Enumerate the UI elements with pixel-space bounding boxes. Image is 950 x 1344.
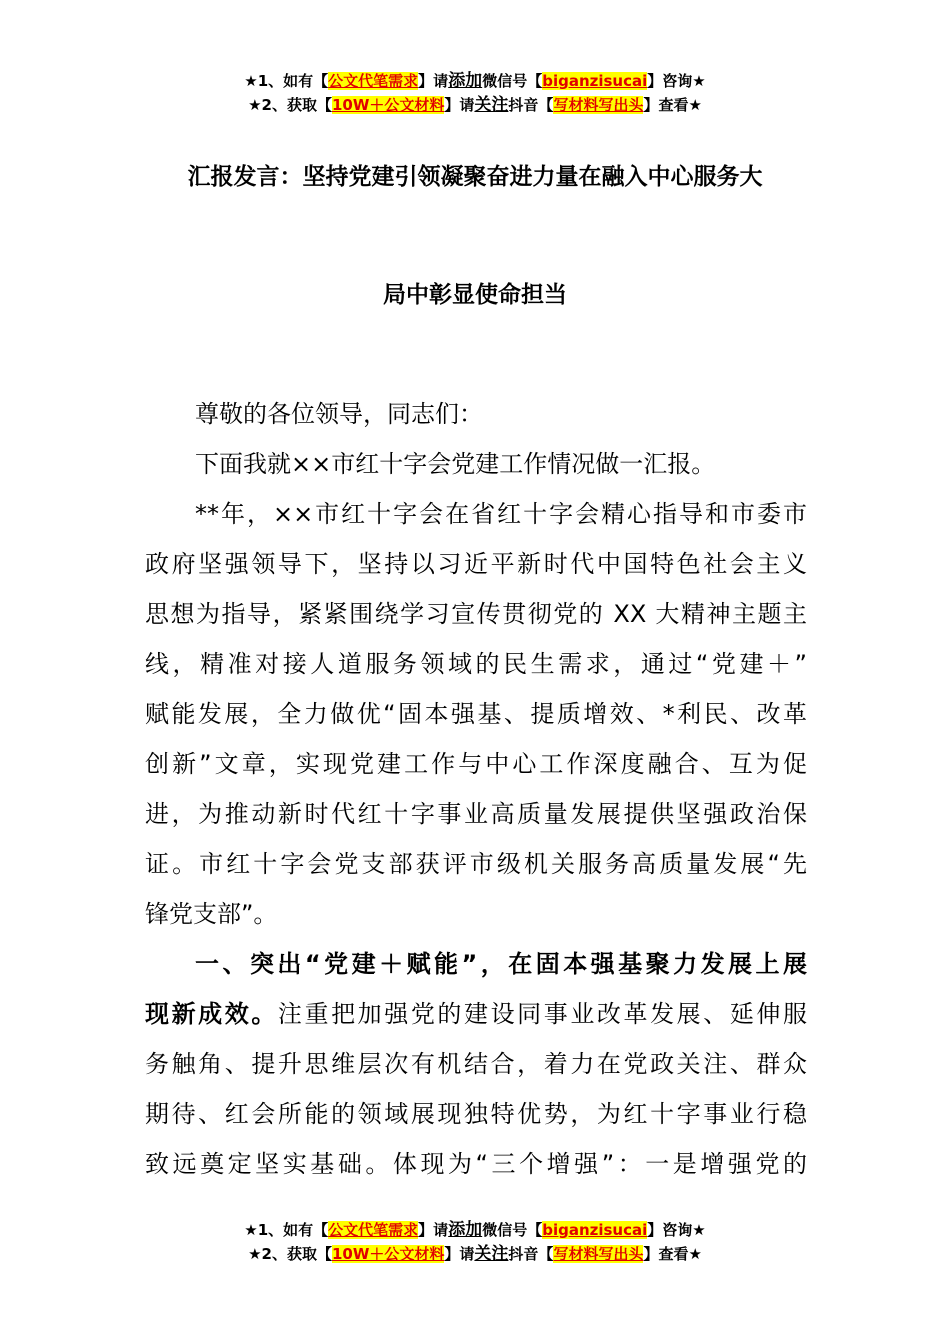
- promo-line-2: ★2、获取【10W＋公文材料】请关注抖音【写材料写出头】查看★: [248, 1244, 702, 1264]
- promo-line-2: ★2、获取【10W＋公文材料】请关注抖音【写材料写出头】查看★: [248, 95, 702, 115]
- intro: 下面我就××市红十字会党建工作情况做一汇报。: [195, 450, 716, 478]
- text-line: 现新成效。注重把加强党的建设同事业改革发展、延伸服: [145, 1000, 808, 1028]
- text-line: **年，××市红十字会在省红十字会精心指导和市委市: [195, 500, 807, 528]
- text-line: 进，为推动新时代红十字事业高质量发展提供坚强政治保: [145, 800, 807, 828]
- paragraph-1: [145, 489, 807, 939]
- title-line-2: 局中彰显使命担当: [383, 282, 567, 308]
- text-line: 致远奠定坚实基础。体现为“三个增强”：一是增强党的: [145, 1150, 807, 1178]
- text-line: 期待、红会所能的领域展现独特优势，为红十字事业行稳: [145, 1100, 807, 1128]
- document-body: [145, 389, 807, 1189]
- section-1: [145, 939, 807, 1189]
- promo-line-1: ★1、如有【公文代笔需求】请添加微信号【biganzisucai】咨询★: [244, 1220, 706, 1240]
- text-line: 证。市红十字会党支部获评市级机关服务高质量发展“先: [145, 850, 807, 878]
- promo-line-1: ★1、如有【公文代笔需求】请添加微信号【biganzisucai】咨询★: [244, 71, 706, 91]
- text-line: 政府坚强领导下，坚持以习近平新时代中国特色社会主义: [145, 550, 807, 578]
- section-heading: 一、突出“党建＋赋能”，在固本强基聚力发展上展: [195, 950, 807, 978]
- text-line: 赋能发展，全力做优“固本强基、提质增效、*利民、改革: [145, 700, 807, 728]
- text-line: 线，精准对接人道服务领域的民生需求，通过“党建＋”: [145, 650, 807, 678]
- text-line: 思想为指导，紧紧围绕学习宣传贯彻党的 XX 大精神主题主: [145, 600, 807, 628]
- text-line: 务触角、提升思维层次有机结合，着力在党政关注、群众: [145, 1050, 807, 1078]
- title-line-1: 汇报发言：坚持党建引领凝聚奋进力量在融入中心服务大: [187, 164, 763, 190]
- promo-banner-top: [0, 69, 950, 117]
- text-line: 创新”文章，实现党建工作与中心工作深度融合、互为促: [145, 750, 807, 778]
- greeting: 尊敬的各位领导，同志们：: [195, 400, 483, 428]
- text-line: 锋党支部”。: [145, 900, 278, 928]
- promo-banner-bottom: [0, 1218, 950, 1266]
